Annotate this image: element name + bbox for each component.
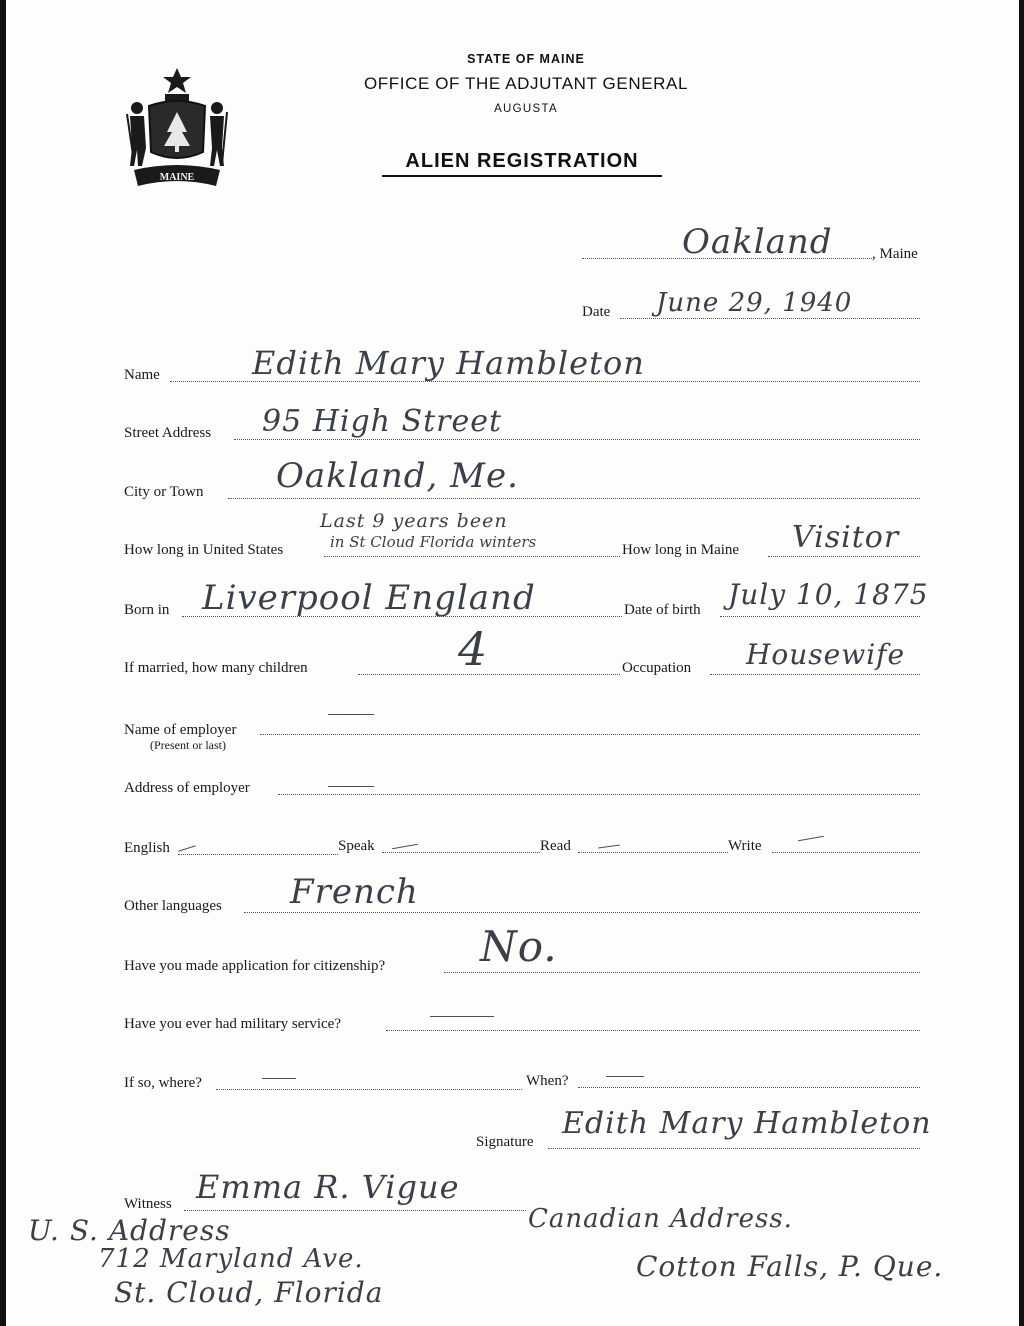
employer-label: Name of employer — [124, 722, 237, 738]
children-label: If married, how many children — [124, 660, 308, 676]
citizenship-value: No. — [480, 922, 558, 971]
date-label: Date — [582, 304, 611, 320]
signature-line — [548, 1148, 920, 1149]
how-long-maine-label: How long in Maine — [622, 542, 740, 558]
english-check-mark — [178, 845, 195, 852]
employer-line — [260, 734, 920, 735]
date-of-birth-line — [720, 616, 920, 617]
read-line — [578, 852, 728, 853]
canadian-address-line1: Cotton Falls, P. Que. — [636, 1250, 944, 1283]
how-long-us-label: How long in United States — [124, 542, 284, 558]
speak-label: Speak — [338, 838, 375, 854]
date-of-birth-value: July 10, 1875 — [728, 578, 929, 611]
town-value: Oakland — [682, 222, 833, 262]
employer-note: (Present or last) — [150, 738, 226, 752]
how-long-us-value-line2: in St Cloud Florida winters — [330, 533, 537, 551]
employer-blank-mark — [328, 714, 374, 715]
read-label: Read — [540, 838, 571, 854]
witness-value: Emma R. Vigue — [196, 1168, 460, 1206]
how-long-maine-line — [768, 556, 920, 557]
date-value: June 29, 1940 — [656, 288, 853, 318]
born-in-value: Liverpool England — [202, 578, 536, 618]
read-mark — [598, 844, 620, 848]
english-line — [178, 854, 338, 855]
military-line — [386, 1030, 920, 1031]
military-label: Have you ever had military service? — [124, 1016, 341, 1032]
other-languages-value: French — [290, 872, 419, 912]
maine-state-seal — [124, 66, 230, 190]
us-address-line2: St. Cloud, Florida — [114, 1276, 384, 1309]
speak-line — [382, 852, 540, 853]
city-line — [228, 498, 920, 499]
when-label: When? — [526, 1073, 569, 1089]
where-line — [216, 1089, 522, 1090]
signature-label: Signature — [476, 1134, 534, 1150]
seal-banner-text: MAINE — [159, 172, 195, 183]
occupation-line — [710, 674, 920, 675]
how-long-maine-value: Visitor — [792, 520, 900, 555]
canadian-address-title: Canadian Address. — [528, 1204, 793, 1234]
witness-label: Witness — [124, 1196, 172, 1212]
how-long-us-line — [324, 556, 620, 557]
write-label: Write — [728, 838, 762, 854]
other-languages-label: Other languages — [124, 898, 222, 914]
date-of-birth-label: Date of birth — [624, 602, 701, 618]
other-languages-line — [244, 912, 920, 913]
city-label: City or Town — [124, 484, 204, 500]
name-value: Edith Mary Hambleton — [252, 344, 645, 382]
employer-address-label: Address of employer — [124, 780, 250, 796]
write-mark — [798, 836, 824, 841]
form-title: ALIEN REGISTRATION — [382, 150, 662, 177]
office-heading: OFFICE OF THE ADJUTANT GENERAL — [363, 74, 689, 93]
children-line — [358, 674, 620, 675]
when-line — [578, 1087, 920, 1088]
street-label: Street Address — [124, 425, 212, 441]
children-value: 4 — [458, 622, 489, 676]
witness-line — [184, 1210, 526, 1211]
born-in-label: Born in — [124, 602, 170, 618]
date-line — [620, 318, 920, 319]
english-label: English — [124, 840, 170, 856]
where-blank-mark — [262, 1078, 296, 1079]
us-address-title: U. S. Address — [28, 1214, 231, 1247]
occupation-label: Occupation — [622, 660, 692, 676]
speak-mark — [392, 844, 418, 849]
state-heading: STATE OF MAINE — [467, 52, 585, 66]
us-address-line1: 712 Maryland Ave. — [98, 1244, 364, 1274]
how-long-us-value-line1: Last 9 years been — [320, 510, 508, 532]
city-value: Oakland, Me. — [276, 456, 519, 496]
write-line — [772, 852, 920, 853]
name-label: Name — [124, 367, 160, 383]
military-blank-mark — [430, 1016, 494, 1017]
town-suffix-label: , Maine — [872, 246, 918, 262]
occupation-value: Housewife — [746, 638, 906, 671]
citizenship-line — [444, 972, 920, 973]
where-label: If so, where? — [124, 1075, 202, 1091]
employer-address-line — [278, 794, 920, 795]
street-value: 95 High Street — [262, 404, 503, 439]
citizenship-label: Have you made application for citizenship? — [124, 958, 386, 974]
street-line — [234, 439, 920, 440]
when-blank-mark — [606, 1076, 644, 1077]
city-heading: AUGUSTA — [494, 103, 558, 115]
employer-address-blank-mark — [328, 786, 374, 787]
signature-value: Edith Mary Hambleton — [562, 1106, 932, 1141]
